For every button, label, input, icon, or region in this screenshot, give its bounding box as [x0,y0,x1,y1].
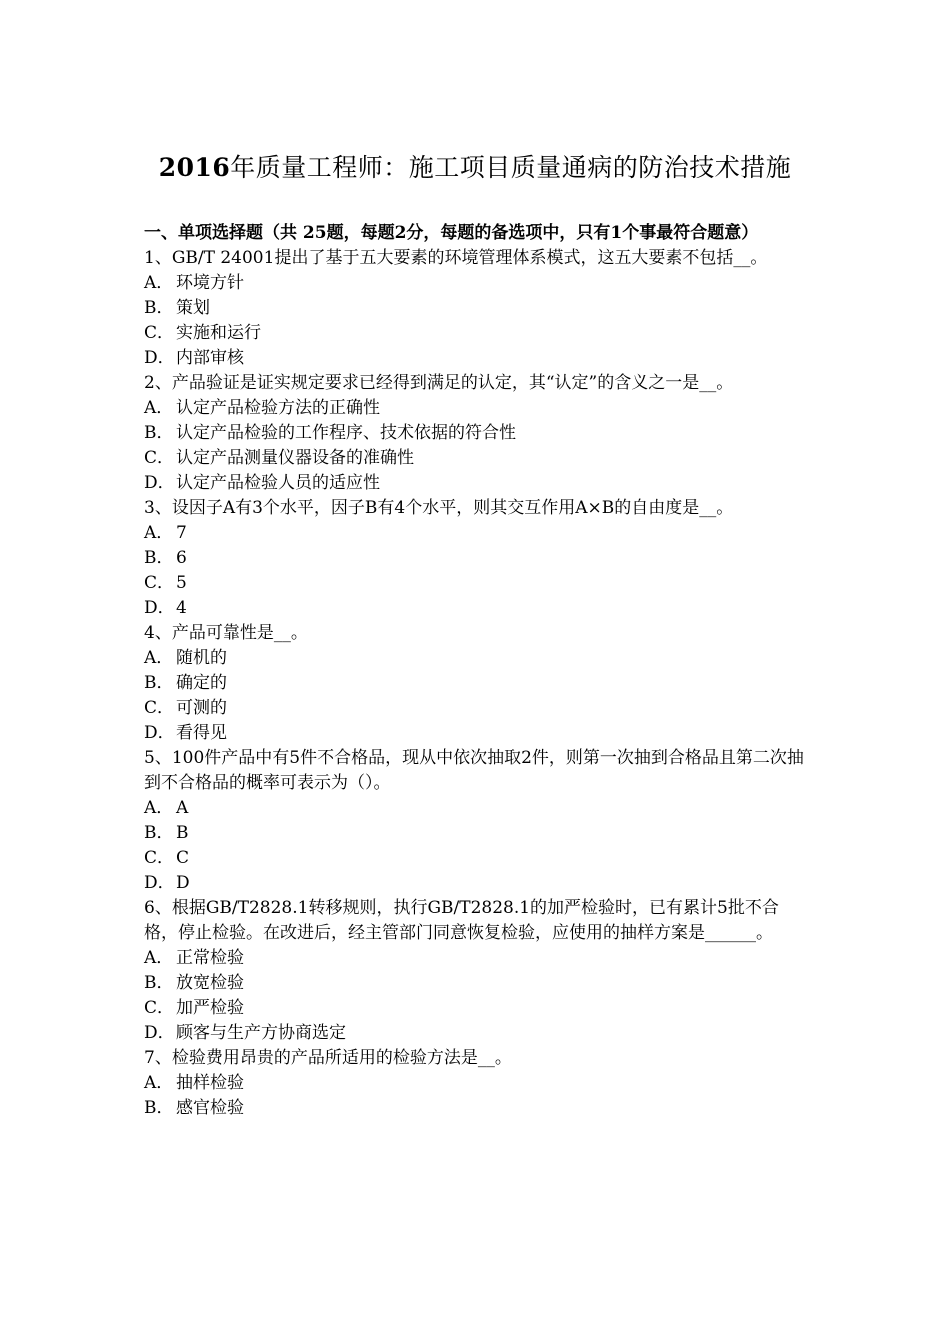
option-text: 正常检验 [176,948,244,968]
title-text: 年质量工程师：施工项目质量通病的防治技术措施 [230,153,792,182]
answer-option [144,296,812,321]
question-text: 6、根据GB/T2828.1转移规则，执行GB/T2828.1的加严检验时，已有累计5批不合格，停止检验。在改进后，经主管部门同意恢复检验，应使用的抽样方案是______。 [144,898,779,943]
answer-option [144,546,812,571]
option-letter: D． [144,473,175,493]
option-text: 5 [176,573,187,593]
answer-option [144,1071,812,1096]
option-text: D [176,873,190,893]
answer-option [144,471,812,496]
option-text: 4 [176,598,187,618]
option-letter: C． [144,573,175,593]
question-text: 7、检验费用昂贵的产品所适用的检验方法是__。 [144,1048,512,1068]
answer-option [144,446,812,471]
option-text: 实施和运行 [176,323,261,343]
option-text: 可测的 [176,698,227,718]
option-letter: D． [144,348,175,368]
option-letter: B． [144,673,174,693]
option-text: 认定产品检验人员的适应性 [176,473,380,493]
answer-option [144,421,812,446]
option-text: 加严检验 [176,998,244,1018]
option-letter: A． [144,948,174,968]
option-text: 感官检验 [176,1098,244,1118]
option-text: 顾客与生产方协商选定 [176,1023,346,1043]
question-item [144,896,812,1046]
option-text: 确定的 [176,673,227,693]
option-letter: C． [144,848,175,868]
question-item [144,496,812,621]
option-letter: B． [144,298,174,318]
question-text: 4、产品可靠性是__。 [144,623,308,643]
option-text: C [176,848,190,868]
option-text: 认定产品检验方法的正确性 [176,398,380,418]
option-text: 放宽检验 [176,973,244,993]
answer-option [144,821,812,846]
question-text: 3、设因子A有3个水平，因子B有4个水平，则其交互作用A×B的自由度是__。 [144,498,734,518]
option-letter: A． [144,523,174,543]
answer-option [144,696,812,721]
answer-option [144,571,812,596]
option-letter: A． [144,1073,174,1093]
answer-option [144,671,812,696]
option-letter: D． [144,598,175,618]
answer-option [144,871,812,896]
answer-option [144,596,812,621]
question-item [144,246,812,371]
answer-option [144,971,812,996]
answer-option [144,946,812,971]
answer-option [144,396,812,421]
option-letter: D． [144,873,175,893]
option-letter: B． [144,548,174,568]
option-letter: B． [144,1098,174,1118]
question-item [144,621,812,746]
answer-option [144,1021,812,1046]
option-text: 内部审核 [176,348,244,368]
answer-option [144,846,812,871]
option-letter: A． [144,798,174,818]
question-text: 2、产品验证是证实规定要求已经得到满足的认定，其“认定”的含义之一是__。 [144,373,734,393]
question-item [144,371,812,496]
answer-option [144,271,812,296]
option-letter: A． [144,273,174,293]
option-letter: B． [144,423,174,443]
option-text: 6 [176,548,187,568]
option-letter: C． [144,698,175,718]
question-item [144,746,812,896]
option-text: 环境方针 [176,273,244,293]
answer-option [144,646,812,671]
question-text: 5、100件产品中有5件不合格品，现从中依次抽取2件，则第一次抽到合格品且第二次抽到不合格品的概率可表示为（）。 [144,748,804,793]
option-text: 认定产品检验的工作程序、技术依据的符合性 [176,423,516,443]
answer-option [144,796,812,821]
document-body [144,221,812,1121]
question-text: 1、GB/T 24001提出了基于五大要素的环境管理体系模式，这五大要素不包括__。 [144,248,768,268]
answer-option [144,996,812,1021]
option-letter: B． [144,973,174,993]
answer-option [144,721,812,746]
option-text: 随机的 [176,648,227,668]
option-text: A [176,798,189,818]
section-heading: 一、单项选择题（共 25题，每题2分，每题的备选项中，只有1个事最符合题意） [144,223,759,243]
option-letter: D． [144,723,175,743]
question-item [144,1046,812,1121]
answer-option [144,346,812,371]
option-text: 策划 [176,298,210,318]
question-list [144,246,812,1121]
option-text: 抽样检验 [176,1073,244,1093]
option-letter: D． [144,1023,175,1043]
option-text: B [176,823,189,843]
option-text: 认定产品测量仪器设备的准确性 [176,448,414,468]
option-letter: B． [144,823,174,843]
option-text: 看得见 [176,723,227,743]
option-letter: A． [144,648,174,668]
option-letter: C． [144,323,175,343]
document-title [0,150,950,186]
answer-option [144,321,812,346]
option-letter: C． [144,448,175,468]
answer-option [144,521,812,546]
option-text: 7 [176,523,187,543]
option-letter: A． [144,398,174,418]
title-year: 2016 [158,153,231,182]
answer-option [144,1096,812,1121]
option-letter: C． [144,998,175,1018]
